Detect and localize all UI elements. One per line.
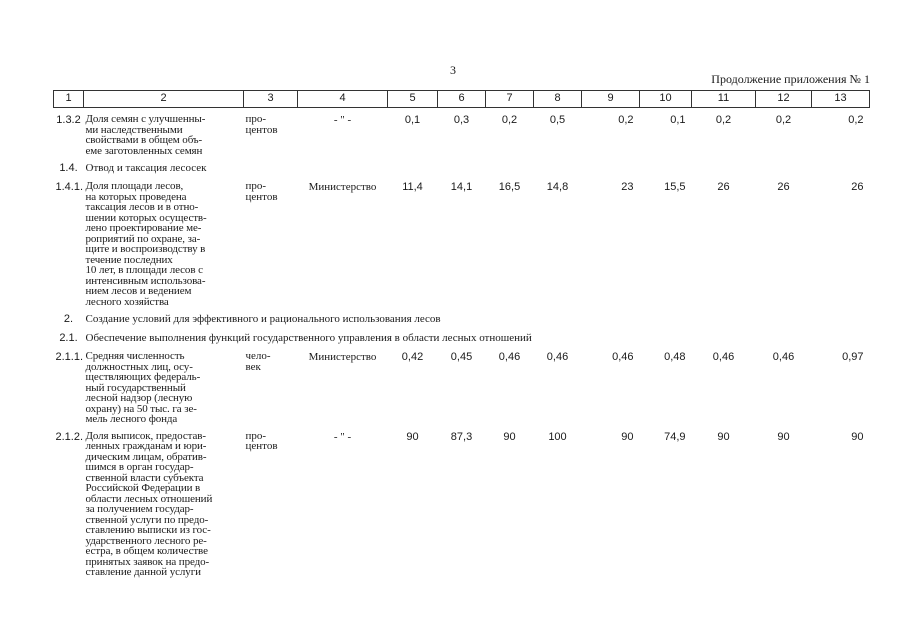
value-cell: 14,8 [546, 181, 569, 193]
value-cell: 14,1 [450, 181, 473, 193]
header-col-11: 11 [692, 91, 756, 108]
header-col-10: 10 [640, 91, 692, 108]
row-code: 2.1. [59, 332, 78, 344]
header-col-8: 8 [534, 91, 582, 108]
value-cell: 23 [621, 181, 634, 193]
value-cell: 87,3 [450, 430, 473, 443]
header-col-13: 13 [812, 91, 870, 108]
value-cell: 0,48 [664, 351, 686, 363]
value-cell: 16,5 [498, 181, 521, 193]
value-cell: 0,2 [618, 114, 634, 126]
header-col-4: 4 [298, 91, 388, 108]
value-cell: 90 [503, 430, 516, 443]
header-col-12: 12 [756, 91, 812, 108]
row-code: 2. [63, 313, 74, 325]
row-code: 2.1.2. [55, 430, 84, 443]
value-cell: 26 [851, 181, 864, 193]
value-cell: 26 [717, 181, 730, 193]
section-row [54, 313, 870, 326]
value-cell: 0,1 [404, 114, 421, 126]
section-title: Обеспечение выполнения функций государственного управления в области лесных отношений [85, 332, 532, 344]
indicator-name: Доля семян с улучшенны- ми наследственными свойствами в общем объ- еме заготовленных семян [85, 113, 206, 157]
indicator-name: Доля площади лесов, на которых проведена таксация лесов и в отно- шении которых осуществ- лено проектирование ме- роприятий по охране, за- щите и воспроизводству в течение последних 10 лет, в площади лесов с интенсивным использова- нием лесов и ведением лесного хозяйства [85, 180, 207, 308]
value-cell: 74,9 [664, 430, 686, 443]
responsible-org: Министерство [308, 351, 377, 363]
value-cell: 90 [717, 430, 730, 443]
page-number: 3 [450, 63, 456, 77]
row-code: 2.1.1. [55, 351, 84, 363]
value-cell: 90 [621, 430, 634, 443]
value-cell: 15,5 [664, 181, 686, 193]
responsible-org: - " - [333, 114, 352, 126]
unit-of-measure: про- центов [245, 113, 278, 136]
header-col-2: 2 [84, 91, 244, 108]
row-code: 1.3.2 [56, 114, 81, 126]
value-cell: 100 [548, 430, 567, 443]
value-cell: 0,46 [498, 351, 521, 363]
section-row [54, 162, 870, 175]
header-row [54, 91, 870, 108]
value-cell: 0,97 [842, 351, 864, 363]
section-title: Создание условий для эффективного и рационального использования лесов [85, 313, 441, 325]
table-row [54, 431, 870, 578]
value-cell: 0,2 [715, 114, 732, 126]
value-cell: 90 [406, 430, 419, 443]
value-cell: 0,45 [450, 351, 473, 363]
unit-of-measure: про- центов [245, 429, 278, 452]
header-col-3: 3 [244, 91, 298, 108]
table-body [54, 108, 870, 578]
indicator-name: Доля выписок, предостав- ленных гражданам и юри- дическим лицам, обратив- шимся в орган государ- ственной власти субъекта Российской Федерации в области лесных отношений за получением государ- ственной услуги по предо- ставлению выписки из гос- ударственного лесного ре- естра, в общем количестве принятых заявок на предо- ставление данной услуги [85, 429, 213, 578]
section-row [54, 332, 870, 345]
value-cell: 0,46 [712, 351, 735, 363]
value-cell: 90 [851, 430, 864, 443]
table-row [54, 114, 870, 156]
header-col-7: 7 [486, 91, 534, 108]
unit-of-measure: про- центов [245, 180, 278, 203]
table-row [54, 181, 870, 307]
header-col-1: 1 [54, 91, 84, 108]
value-cell: 0,42 [401, 351, 424, 363]
table-row [54, 351, 870, 425]
continuation-label: Продолжение приложения № 1 [711, 72, 870, 86]
indicators-table [53, 90, 870, 578]
value-cell: 0,3 [453, 114, 470, 126]
value-cell: 0,1 [670, 114, 686, 126]
responsible-org: Министерство [308, 181, 377, 193]
unit-of-measure: чело- век [245, 350, 271, 373]
value-cell: 90 [777, 430, 790, 443]
value-cell: 0,46 [546, 351, 569, 363]
value-cell: 0,2 [848, 114, 864, 126]
section-title: Отвод и таксация лесосек [85, 162, 207, 174]
value-cell: 0,5 [549, 114, 566, 126]
header-col-6: 6 [438, 91, 486, 108]
value-cell: 0,2 [501, 114, 518, 126]
value-cell: 26 [777, 181, 790, 193]
header-col-9: 9 [582, 91, 640, 108]
responsible-org: - " - [333, 430, 352, 443]
indicator-name: Средняя численность должностных лиц, осу- ществляющих федераль- ный государственный лесной надзор (лесную охрану) на 50 тыс. га зе- мель лесного фонда [85, 350, 201, 425]
value-cell: 0,46 [612, 351, 634, 363]
header-col-5: 5 [388, 91, 438, 108]
value-cell: 0,2 [775, 114, 792, 126]
value-cell: 0,46 [772, 351, 795, 363]
row-code: 1.4.1. [55, 181, 84, 193]
value-cell: 11,4 [402, 181, 423, 193]
row-code: 1.4. [59, 162, 78, 174]
